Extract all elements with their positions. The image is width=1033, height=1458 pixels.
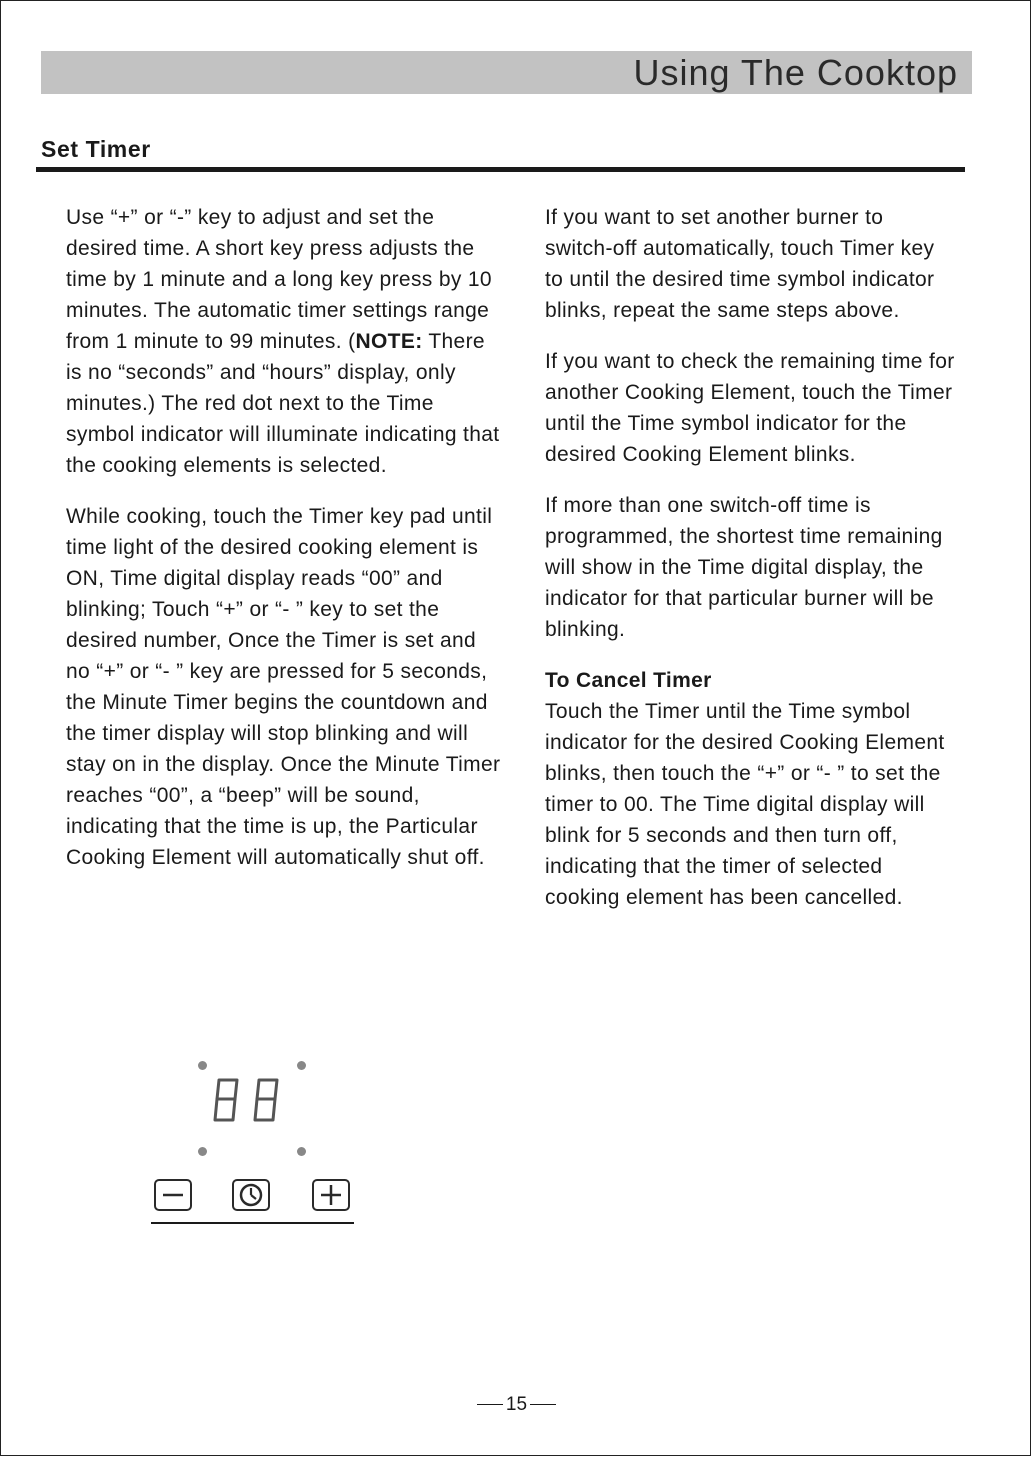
indicator-dot xyxy=(198,1061,207,1070)
digit-eight-icon xyxy=(215,1080,237,1120)
left-column xyxy=(66,202,506,893)
page-footer xyxy=(0,1394,1033,1416)
section-divider xyxy=(36,167,965,172)
indicator-dot xyxy=(297,1147,306,1156)
indicator-dot xyxy=(297,1061,306,1070)
timer-adjust-paragraph xyxy=(66,202,506,481)
indicator-dot xyxy=(198,1147,207,1156)
footer-dash xyxy=(530,1404,556,1405)
timer-key-button[interactable] xyxy=(232,1179,270,1211)
timer-control-panel xyxy=(145,1050,365,1230)
another-burner-paragraph: If you want to set another burner to switch-off automatically, touch Timer key to until the desired time symbol indicator blinks, repeat the same steps above. xyxy=(545,206,935,322)
minus-key-icon xyxy=(156,1181,190,1209)
minus-key-button[interactable] xyxy=(154,1179,192,1211)
page-title: Using The Cooktop xyxy=(633,52,958,93)
footer-dash xyxy=(477,1404,503,1405)
cancel-timer-heading: To Cancel Timer xyxy=(545,669,712,692)
plus-key-button[interactable] xyxy=(312,1179,350,1211)
check-remaining-paragraph: If you want to check the remaining time for another Cooking Element, touch the Timer until the Time symbol indicator for the desired Cooking Element blinks. xyxy=(545,350,955,466)
timer-digital-display xyxy=(207,1076,287,1126)
page-number: 15 xyxy=(505,1394,528,1415)
panel-base-line xyxy=(151,1222,354,1224)
header-bar xyxy=(41,51,972,94)
digit-eight-icon xyxy=(255,1080,277,1120)
note-label: NOTE: xyxy=(355,330,423,353)
paragraph-text: There is no “seconds” and “hours” display, only minutes.) The red dot next to the Time symbol indicator will illuminate indicating that the cooking elements is selected. xyxy=(66,330,500,477)
paragraph-text: Use “+” or “-” key to adjust and set the desired time. A short key press adjusts the time by 1 minute and a long key press by 10 minutes. The automatic timer settings range from 1 minute to 99 minutes. ( xyxy=(66,206,492,353)
plus-key-icon xyxy=(314,1181,348,1209)
right-column xyxy=(545,202,955,913)
cancel-timer-paragraph: Touch the Timer until the Time symbol indicator for the desired Cooking Element blinks, then touch the “+” or “- ” to set the timer to 00. The Time digital display will blink for 5 seconds and then turn off, indicating that the timer of selected cooking element has been cancelled. xyxy=(545,700,945,909)
multiple-timers-paragraph: If more than one switch-off time is programmed, the shortest time remaining will show in the Time digital display, the indicator for that particular burner will be blinking. xyxy=(545,494,943,641)
section-title: Set Timer xyxy=(41,136,151,162)
while-cooking-paragraph: While cooking, touch the Timer key pad until time light of the desired cooking element is ON, Time digital display reads “00” and blinking; Touch “+” or “- ” key to set the desired number, Once the Timer is set and no “+” or “- ” key are pressed for 5 seconds, the Minute Timer begins the countdown and the timer display will stop blinking and will stay on in the display. Once the Minute Timer reaches “00”, a “beep” will be sound, indicating that the time is up, the Particular Cooking Element will automatically shut off. xyxy=(66,505,501,869)
timer-clock-icon xyxy=(234,1181,268,1209)
